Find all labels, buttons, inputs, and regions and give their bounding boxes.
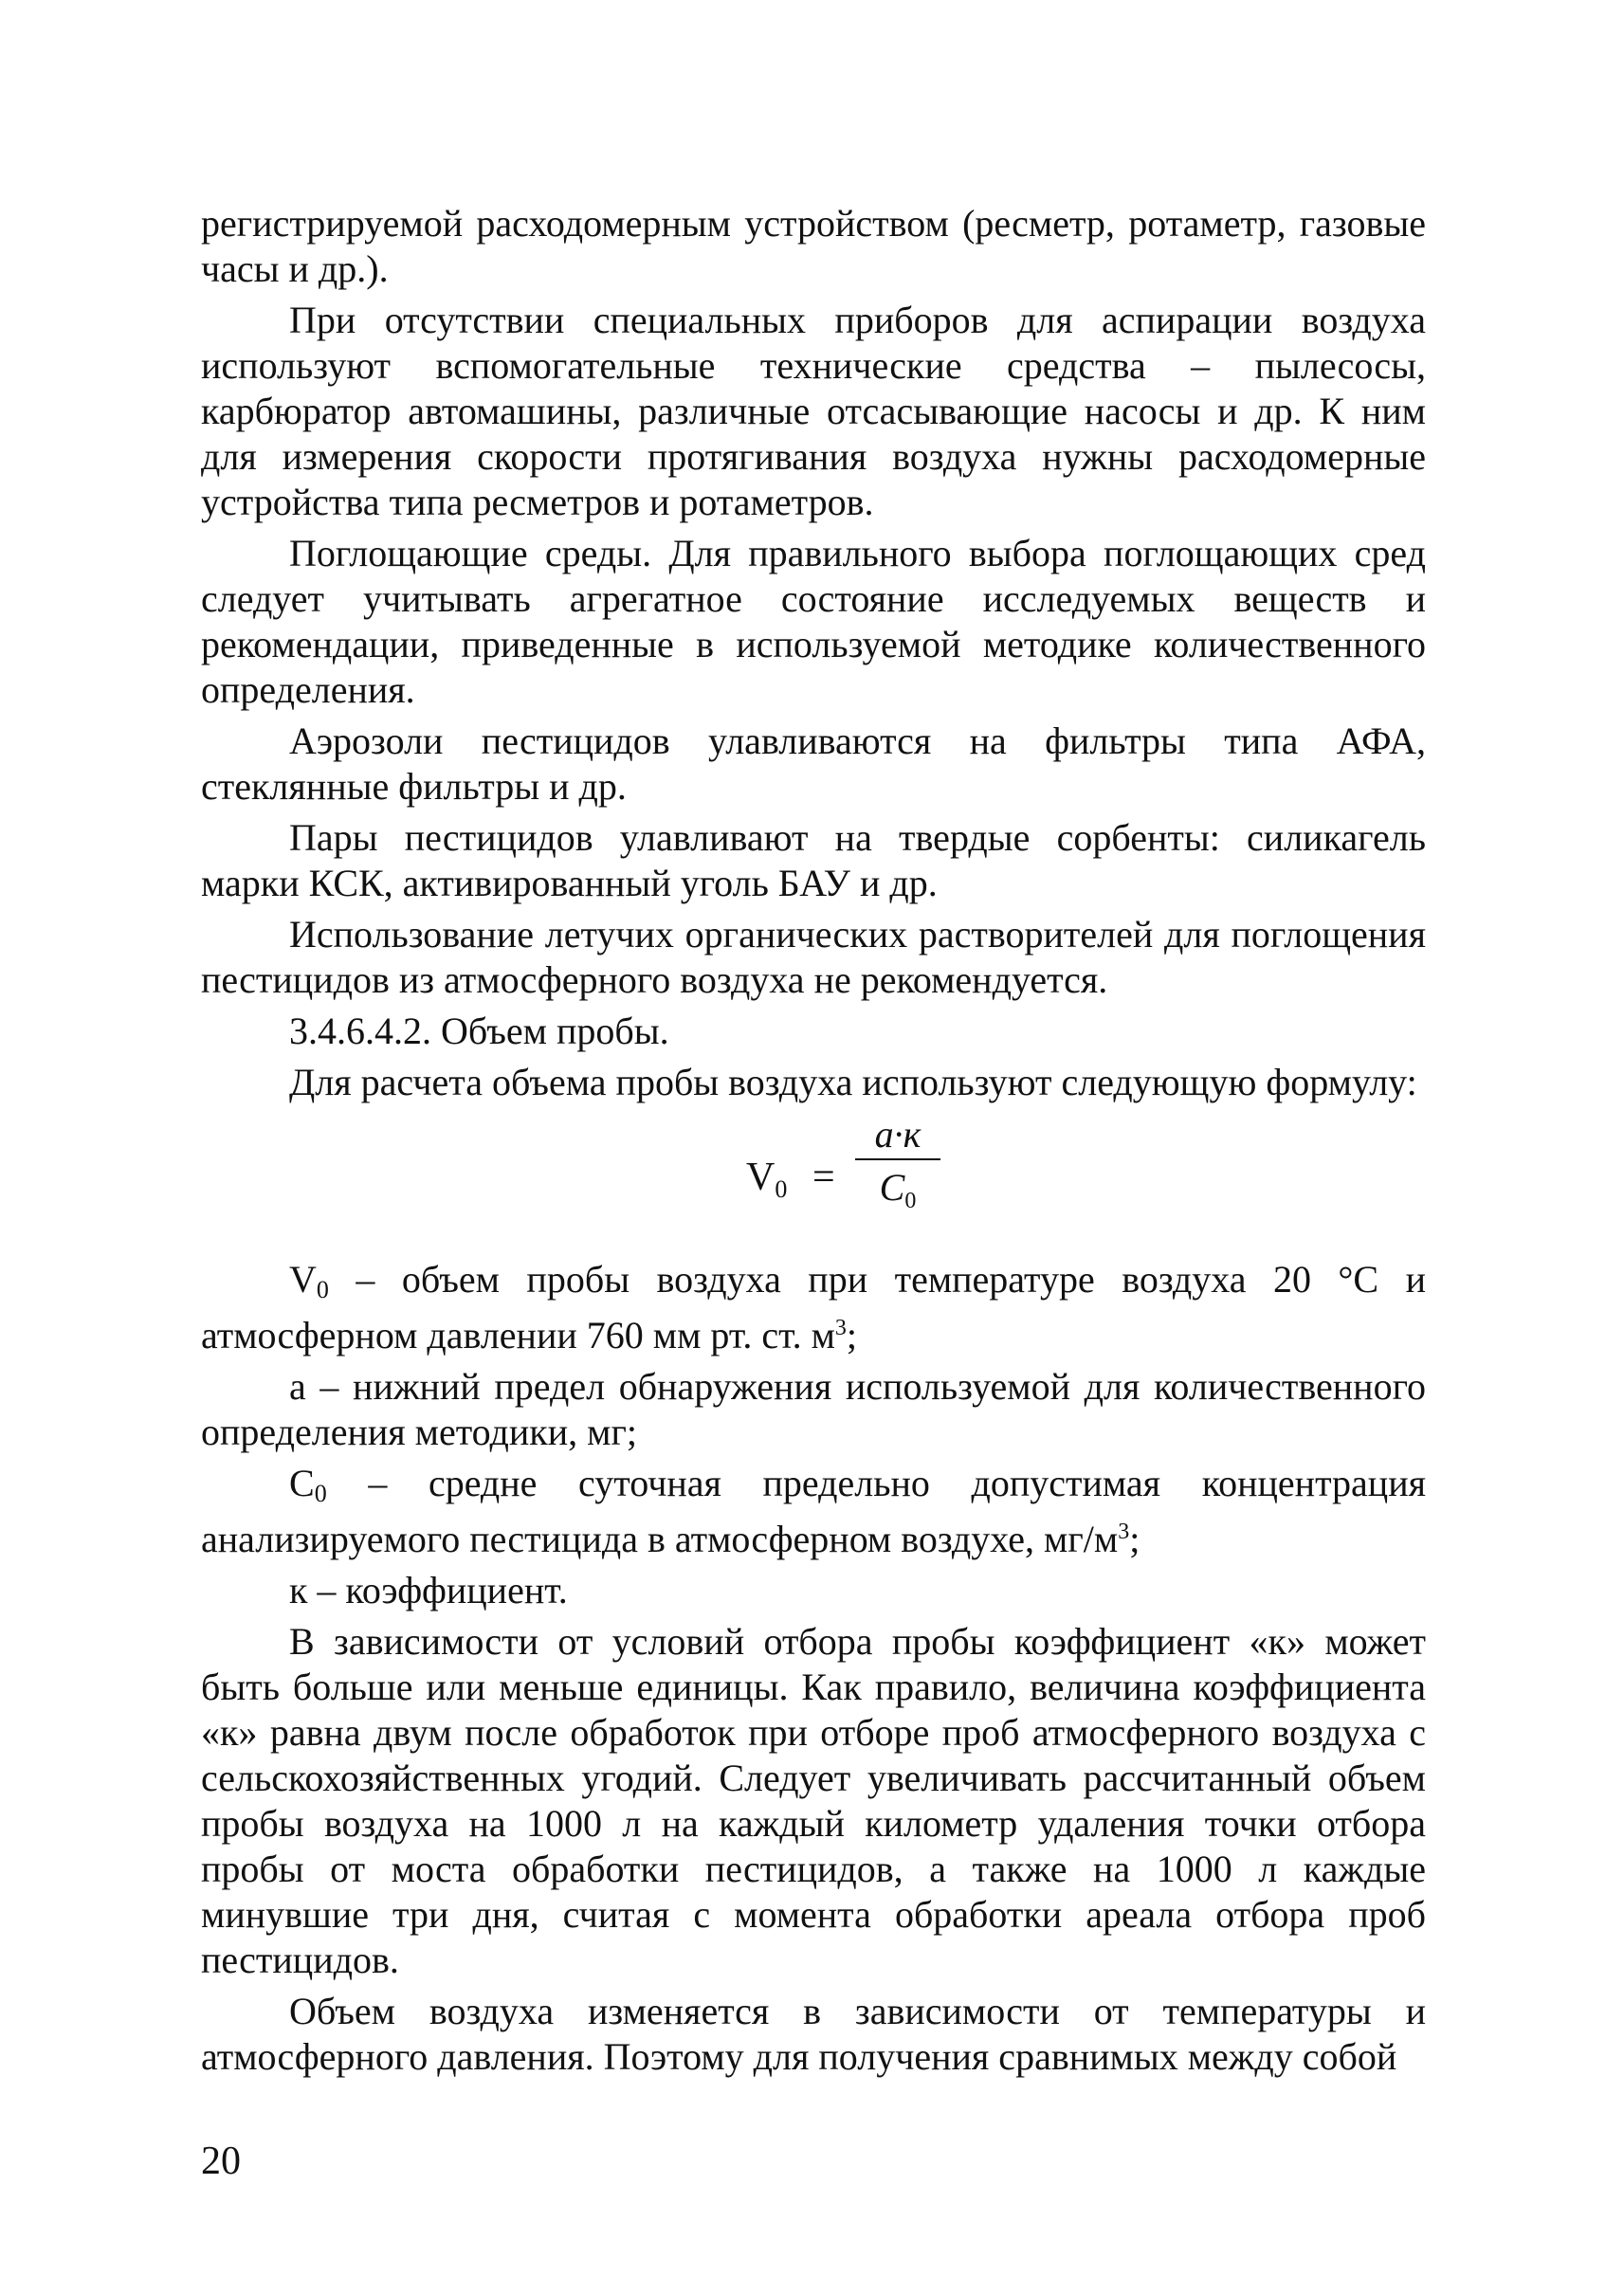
formula-numerator: а·к bbox=[874, 1113, 921, 1156]
section-heading: 3.4.6.4.2. Объем пробы. bbox=[289, 1010, 669, 1052]
paragraph-aerosols: Аэрозоли пестицидов улавливаются на фильтры типа АФА, стеклянные фильтры и др. bbox=[201, 719, 1426, 808]
formula-fraction bbox=[855, 1113, 940, 1223]
formula-equals: = bbox=[812, 1156, 835, 1199]
text-column bbox=[201, 201, 1426, 2085]
page-number: 20 bbox=[201, 2139, 241, 2183]
paragraph-absorbing-media: Поглощающие среды. Для правильного выбора поглощающих сред следует учитывать агрегатное состояние исследуемых веществ и рекомендации, приведенные в используемой методике количественного определения. bbox=[201, 532, 1426, 711]
volume-formula bbox=[201, 1113, 1426, 1236]
paragraph-formula-intro: Для расчета объема пробы воздуха используют следующую формулу: bbox=[289, 1061, 1417, 1103]
paragraph-coefficient: В зависимости от условий отбора пробы коэффициент «к» может быть больше или меньше единицы. Как правило, величина коэффициента «к» равна двум после обработок при отборе проб атмосферного воздуха с сельскохозяйственных угодий. Следует увеличивать рассчитанный объем пробы воздуха на 1000 л на каждый километр удаления точки отбора пробы от моста обработки пестицидов, а также на 1000 л каждые минувшие три дня, считая с момента обработки ареала отбора проб пестицидов. bbox=[201, 1620, 1426, 1981]
formula-denominator: $С_0$ bbox=[879, 1166, 917, 1213]
paragraph-aspiration-means: При отсутствии специальных приборов для аспирации воздуха используют вспомогательные технические средства – пылесосы, карбюратор автомашины, различные отсасывающие насосы и др. К ним для измерения скорости протягивания воздуха нужны расходомерные устройства типа ресметров и ротаметров. bbox=[201, 299, 1426, 523]
paragraph-continuation: регистрируемой расходомерным устройством (ресметр, ротаметр, газовые часы и др.). bbox=[201, 202, 1426, 290]
paragraph-air-volume: Объем воздуха изменяется в зависимости от температуры и атмосферного давления. Поэтому для получения сравнимых между собой bbox=[201, 1990, 1426, 2078]
fraction-bar bbox=[855, 1158, 940, 1160]
paragraph-solvents: Использование летучих органических растворителей для поглощения пестицидов из атмосферного воздуха не рекомендуется. bbox=[201, 913, 1426, 1001]
definition-k: к – коэффициент. bbox=[289, 1569, 568, 1611]
formula-lhs: $V_0$ bbox=[746, 1156, 788, 1203]
paragraph-vapors: Пары пестицидов улавливают на твердые сорбенты: силикагель марки КСК, активированный уголь БАУ и др. bbox=[201, 816, 1426, 904]
definition-v0: $V_0$ – объем пробы воздуха при температуре воздуха 20 °С и атмосферном давлении 760 мм рт. ст. $м^3$; bbox=[201, 1258, 1426, 1356]
definition-c0: $С_0$ – средне суточная предельно допустимая концентрация анализируемого пестицида в атмосферном воздухе, $мг/м^3$; bbox=[201, 1462, 1426, 1560]
definition-a: а – нижний предел обнаружения используемой для количественного определения методики, мг; bbox=[201, 1365, 1426, 1453]
